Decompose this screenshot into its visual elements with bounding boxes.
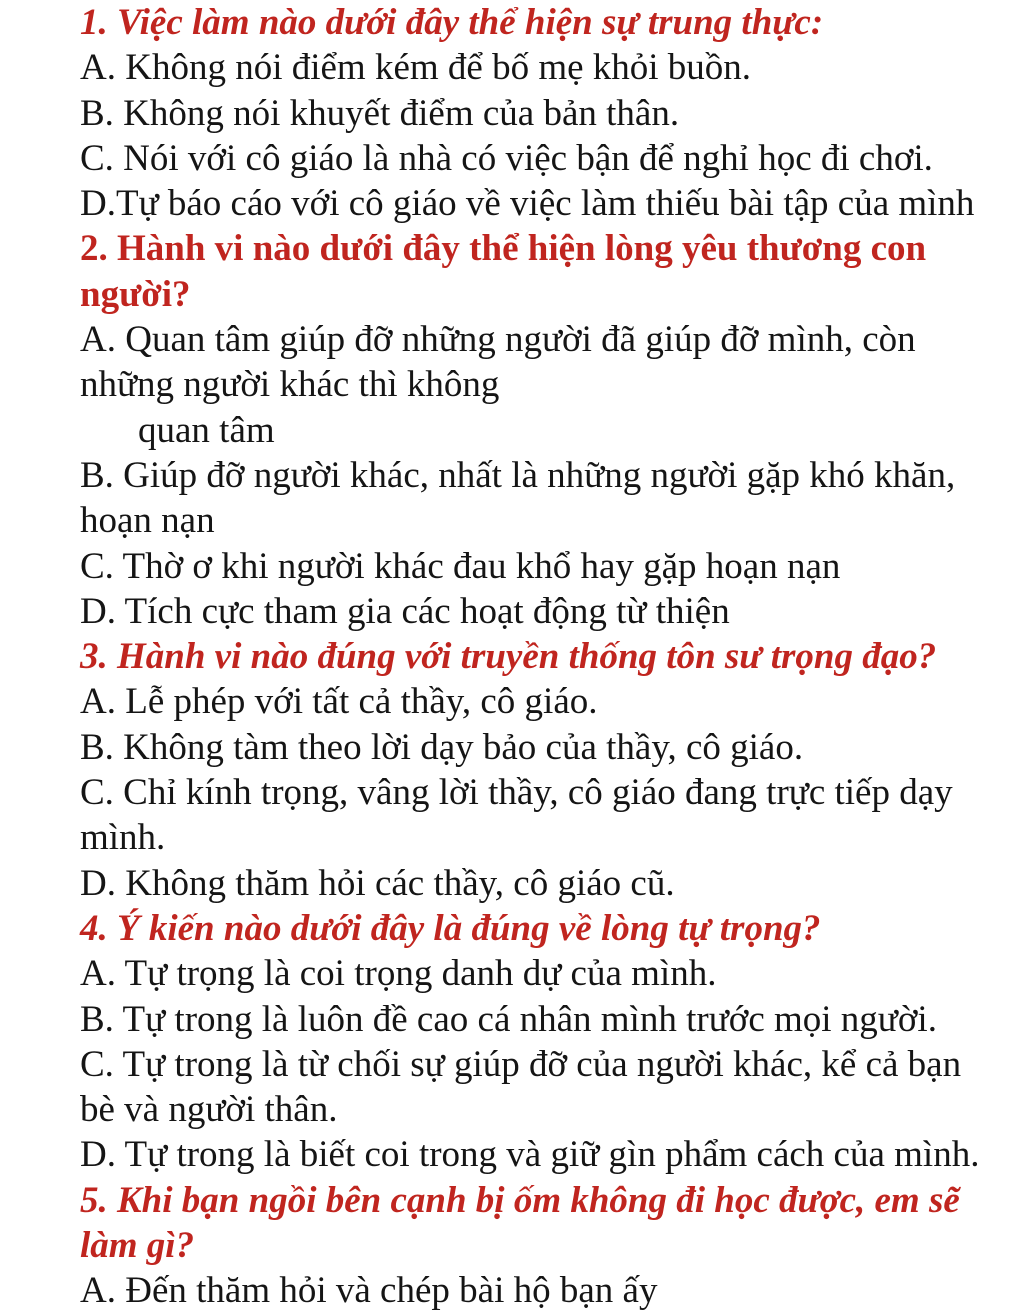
- question-1-option-c: C. Nói với cô giáo là nhà có việc bận để nghỉ học đi chơi.: [80, 137, 933, 179]
- question-4-option-a: A. Tự trọng là coi trọng danh dự của mình.: [80, 953, 717, 995]
- question-2-heading-line-2: người?: [80, 273, 191, 315]
- question-2-option-b-line-1: B. Giúp đỡ người khác, nhất là những người gặp khó khăn,: [80, 454, 956, 496]
- question-5-heading-line-1: 5. Khi bạn ngồi bên cạnh bị ốm không đi học được, em sẽ: [80, 1179, 960, 1221]
- question-4-heading: 4. Ý kiến nào dưới đây là đúng về lòng tự trọng?: [80, 907, 821, 949]
- question-1-option-a: A. Không nói điểm kém để bố mẹ khỏi buồn.: [80, 47, 752, 89]
- question-3-option-b: B. Không tàm theo lời dạy bảo của thầy, cô giáo.: [80, 726, 804, 768]
- question-2-option-a-line-1: A. Quan tâm giúp đỡ những người đã giúp đỡ mình, còn: [80, 319, 916, 361]
- question-2-option-a-line-2: những người khác thì không: [80, 364, 500, 406]
- question-3-option-c-line-2: mình.: [80, 817, 166, 859]
- question-3-option-d: D. Không thăm hỏi các thầy, cô giáo cũ.: [80, 862, 675, 904]
- question-1-heading: 1. Việc làm nào dưới đây thể hiện sự trung thực:: [80, 2, 824, 43]
- question-5-heading-line-2: làm gì?: [80, 1225, 195, 1267]
- question-4-option-b: B. Tự trong là luôn đề cao cá nhân mình trước mọi người.: [80, 998, 937, 1040]
- question-2-option-d: D. Tích cực tham gia các hoạt động từ thiện: [80, 590, 730, 632]
- question-1-option-d: D.Tự báo cáo với cô giáo về việc làm thiếu bài tập của mình: [80, 183, 975, 225]
- question-3-option-a: A. Lễ phép với tất cả thầy, cô giáo.: [80, 681, 598, 723]
- question-2-option-a-line-3: quan tâm: [138, 409, 275, 451]
- question-3-heading: 3. Hành vi nào đúng với truyền thống tôn sư trọng đạo?: [80, 636, 937, 678]
- question-4-option-c-line-1: C. Tự trong là từ chối sự giúp đỡ của người khác, kể cả bạn: [80, 1043, 962, 1085]
- question-5-option-a-partial: A. Đến thăm hỏi và chép bài hộ bạn ấy: [80, 1270, 658, 1312]
- question-2-option-c: C. Thờ ơ khi người khác đau khổ hay gặp hoạn nạn: [80, 545, 841, 587]
- question-2-option-b-line-2: hoạn nạn: [80, 500, 215, 542]
- question-1-option-b: B. Không nói khuyết điểm của bản thân.: [80, 92, 680, 134]
- question-3-option-c-line-1: C. Chỉ kính trọng, vâng lời thầy, cô giáo đang trực tiếp dạy: [80, 772, 953, 814]
- question-4-option-d: D. Tự trong là biết coi trong và giữ gìn phẩm cách của mình.: [80, 1134, 980, 1176]
- question-2-heading-line-1: 2. Hành vi nào dưới đây thể hiện lòng yêu thương con: [80, 228, 927, 270]
- question-4-option-c-line-2: bè và người thân.: [80, 1089, 338, 1131]
